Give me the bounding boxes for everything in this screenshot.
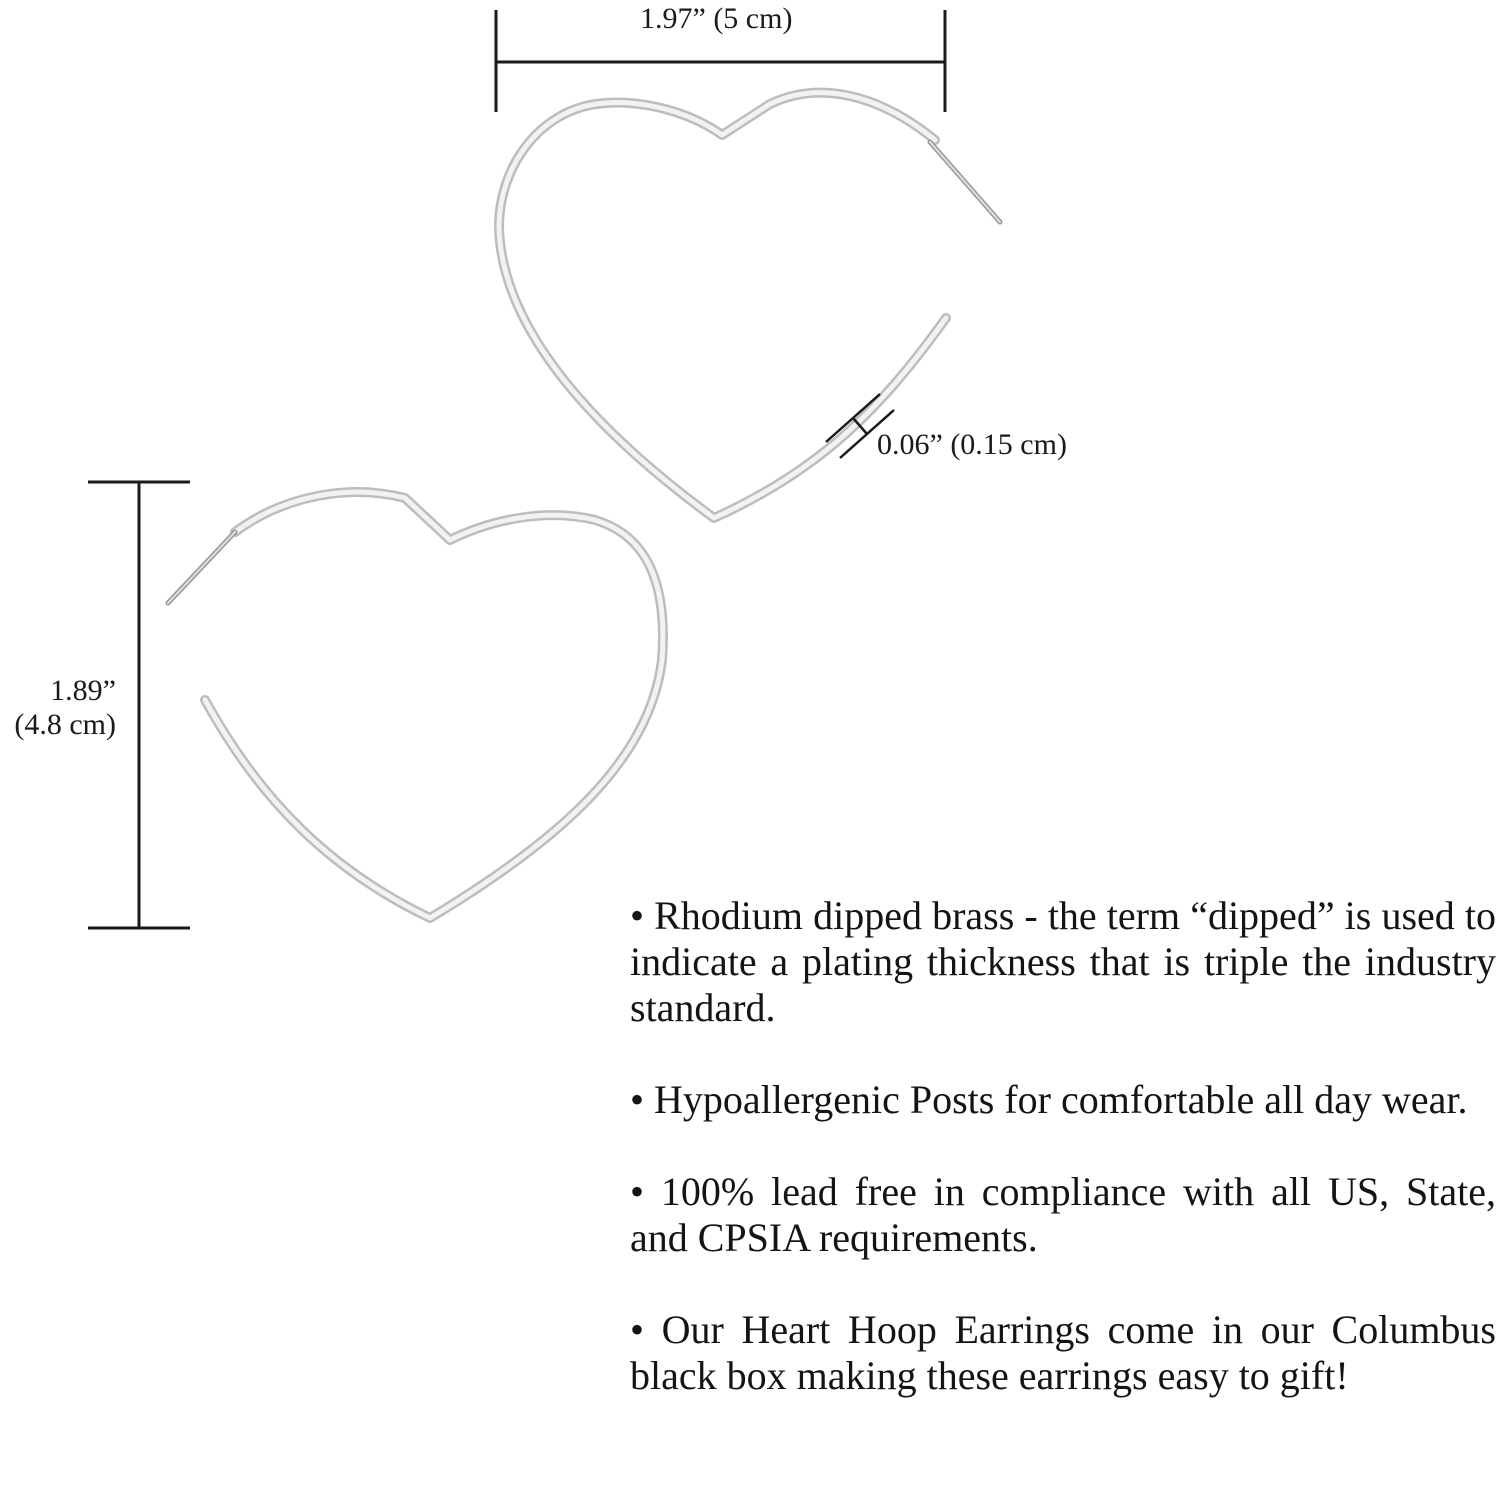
thickness-dimension-label: 0.06” (0.15 cm)	[877, 428, 1067, 461]
heart-earring-bottom	[168, 492, 663, 918]
feature-item-hypoallergenic: • Hypoallergenic Posts for comfortable all day wear.	[630, 1077, 1468, 1122]
height-dimension-label	[0, 674, 116, 742]
feature-list	[630, 893, 1496, 1445]
height-cm-label: (4.8 cm)	[14, 708, 116, 741]
width-dimension-label: 1.97” (5 cm)	[640, 2, 793, 35]
height-inches-label: 1.89”	[50, 674, 116, 707]
feature-item-gift-box: • Our Heart Hoop Earrings come in our Columbus black box making these earrings easy to gift!	[630, 1307, 1496, 1398]
feature-item-plating: • Rhodium dipped brass - the term “dipped” is used to indicate a plating thickness that is triple the industry standard.	[630, 893, 1496, 1030]
feature-item-lead-free: • 100% lead free in compliance with all US, State, and CPSIA requirements.	[630, 1169, 1496, 1260]
